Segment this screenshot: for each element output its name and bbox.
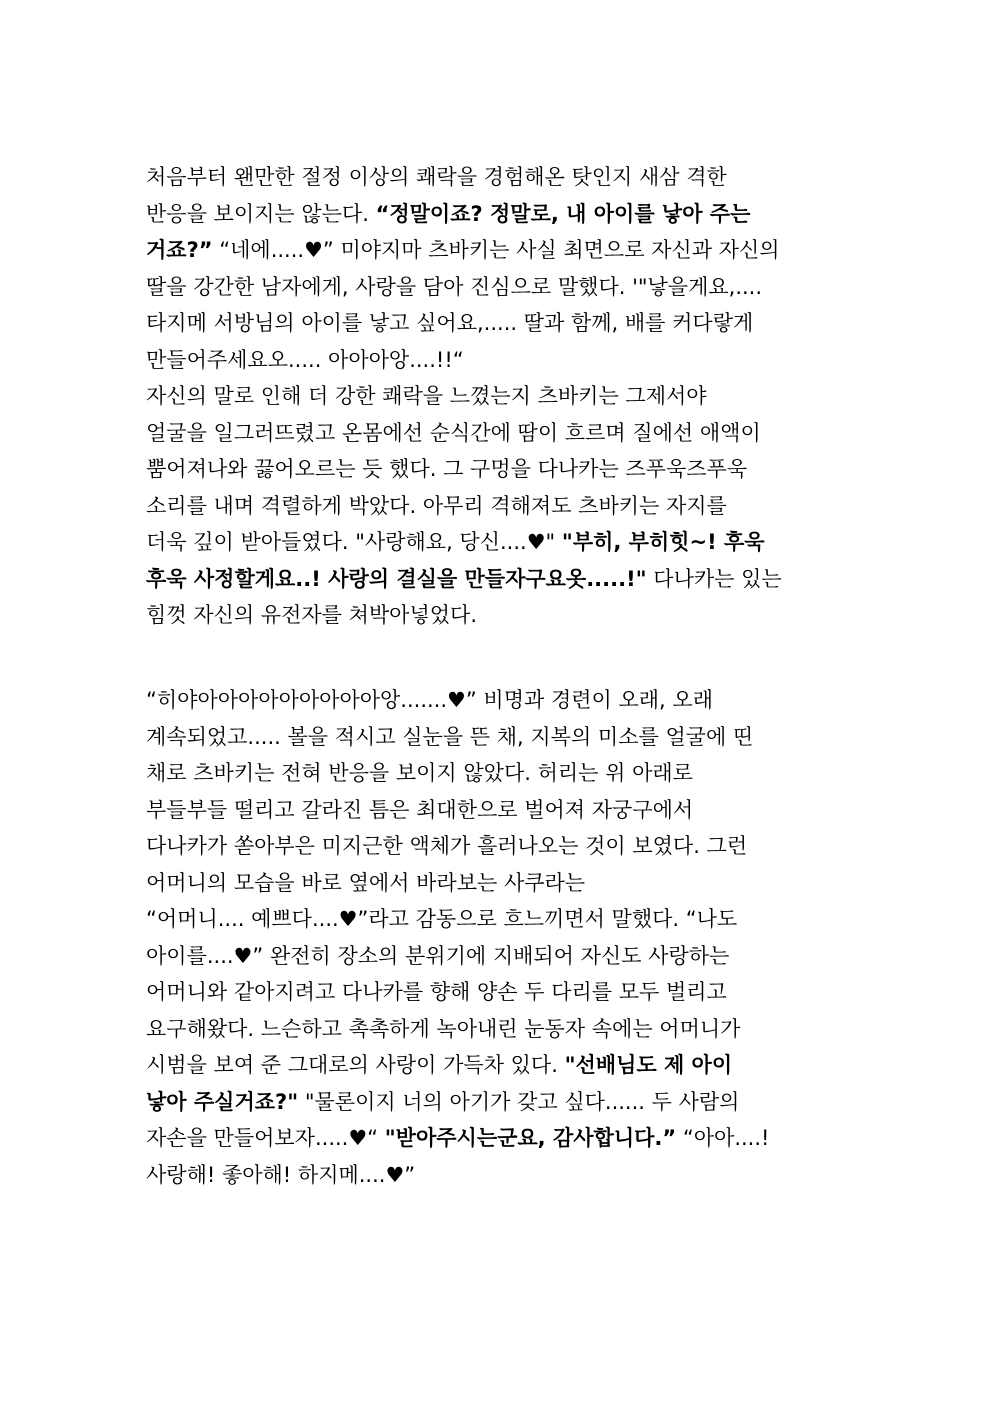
- text-line: [146, 682, 846, 719]
- text-segment: 힘껏 자신의 유전자를 쳐박아넣었다.: [146, 603, 477, 627]
- text-segment: 처음부터 왠만한 절정 이상의 쾌락을 경험해온 탓인지 새삼 격한: [146, 165, 727, 189]
- text-segment: 자손을 만들어보자.....♥“: [146, 1126, 385, 1150]
- text-segment: 부들부들 떨리고 갈라진 틈은 최대한으로 벌어져 자궁구에서: [146, 797, 694, 822]
- text-line: [146, 1084, 846, 1121]
- text-line: [146, 865, 846, 902]
- text-line: [146, 378, 846, 415]
- paragraph-2: [146, 682, 846, 1193]
- text-segment: 어머니와 같아지려고 다나카를 향해 양손 두 다리를 모두 벌리고: [146, 980, 727, 1004]
- text-segment: 더욱 깊이 받아들였다. "사랑해요, 당신....♥": [146, 530, 562, 554]
- paragraph-1: [146, 159, 846, 634]
- text-line: [146, 305, 846, 342]
- text-segment: "물론이지 너의 아기가 갖고 싶다...... 두 사람의: [298, 1089, 740, 1114]
- text-line: [146, 232, 846, 269]
- text-line: [146, 597, 846, 634]
- bold-text-segment: "선배님도 제 아이: [564, 1053, 733, 1077]
- text-segment: 계속되었고..... 볼을 적시고 실눈을 뜬 채, 지복의 미소를 얼굴에 띤: [146, 724, 754, 749]
- text-segment: 뿜어져나와 끓어오르는 듯 했다. 그 구멍을 다나카는 즈푸욱즈푸욱: [146, 457, 748, 481]
- text-line: [146, 196, 846, 233]
- text-line: [146, 792, 846, 829]
- text-segment: 소리를 내며 격렬하게 박았다. 아무리 격해져도 츠바키는 자지를: [146, 493, 727, 518]
- text-line: [146, 938, 846, 975]
- text-segment: 얼굴을 일그러뜨렸고 온몸에선 순식간에 땀이 흐르며 질에선 애액이: [146, 420, 761, 445]
- bold-text-segment: "받아주시는군요, 감사합니다.”: [384, 1126, 677, 1150]
- text-line: [146, 901, 846, 938]
- text-segment: “네에.....♥” 미야지마 츠바키는 사실 최면으로 자신과 자신의: [212, 238, 780, 262]
- text-segment: 반응을 보이지는 않는다.: [146, 201, 376, 226]
- text-segment: 자신의 말로 인해 더 강한 쾌락을 느꼈는지 츠바키는 그제서야: [146, 384, 707, 408]
- text-line: [146, 1011, 846, 1048]
- text-segment: 다나카가 쏟아부은 미지근한 액체가 흘러나오는 것이 보였다. 그런: [146, 834, 748, 858]
- bold-text-segment: 거죠?”: [146, 238, 213, 262]
- text-segment: “아아....!: [676, 1126, 770, 1150]
- text-line: [146, 561, 846, 598]
- text-segment: 아이를....♥” 완전히 장소의 분위기에 지배되어 자신도 사랑하는: [146, 943, 730, 968]
- text-segment: 딸을 강간한 남자에게, 사랑을 담아 진심으로 말했다. '"낳을게요,....: [146, 274, 763, 299]
- text-line: [146, 1157, 846, 1194]
- text-segment: 타지메 서방님의 아이를 낳고 싶어요,..... 딸과 함께, 배를 커다랗게: [146, 311, 754, 335]
- bold-text-segment: “정말이죠? 정말로, 내 아이를 낳아 주는: [375, 201, 751, 226]
- text-line: [146, 415, 846, 452]
- text-line: [146, 1120, 846, 1157]
- bold-text-segment: "부히, 부히힛~! 후욱: [561, 530, 765, 554]
- text-segment: “히야아아아아아아아아아앙.......♥” 비명과 경련이 오래, 오래: [146, 688, 713, 712]
- text-line: [146, 451, 846, 488]
- text-line: [146, 828, 846, 865]
- text-line: [146, 524, 846, 561]
- bold-text-segment: 후욱 사정할게요..! 사랑의 결실을 만들자구요옷.....!": [146, 566, 647, 591]
- text-segment: 만들어주세요오..... 아아아앙....!!“: [146, 347, 464, 372]
- text-line: [146, 719, 846, 756]
- text-line: [146, 159, 846, 196]
- text-segment: 다나카는 있는: [646, 566, 782, 591]
- text-line: [146, 755, 846, 792]
- text-line: [146, 342, 846, 379]
- bold-text-segment: 낳아 주실거죠?": [146, 1089, 299, 1114]
- text-line: [146, 269, 846, 306]
- text-segment: 채로 츠바키는 전혀 반응을 보이지 않았다. 허리는 위 아래로: [146, 761, 693, 785]
- text-segment: 사랑해! 좋아해! 하지메....♥”: [146, 1162, 416, 1187]
- text-segment: 어머니의 모습을 바로 옆에서 바라보는 사쿠라는: [146, 870, 586, 895]
- text-segment: 요구해왔다. 느슨하고 촉촉하게 녹아내린 눈동자 속에는 어머니가: [146, 1016, 741, 1041]
- text-segment: 시범을 보여 준 그대로의 사랑이 가득차 있다.: [146, 1053, 565, 1077]
- text-line: [146, 1047, 846, 1084]
- text-line: [146, 488, 846, 525]
- text-line: [146, 974, 846, 1011]
- text-segment: “어머니.... 예쁘다....♥”라고 감동으로 흐느끼면서 말했다. “나도: [146, 907, 738, 931]
